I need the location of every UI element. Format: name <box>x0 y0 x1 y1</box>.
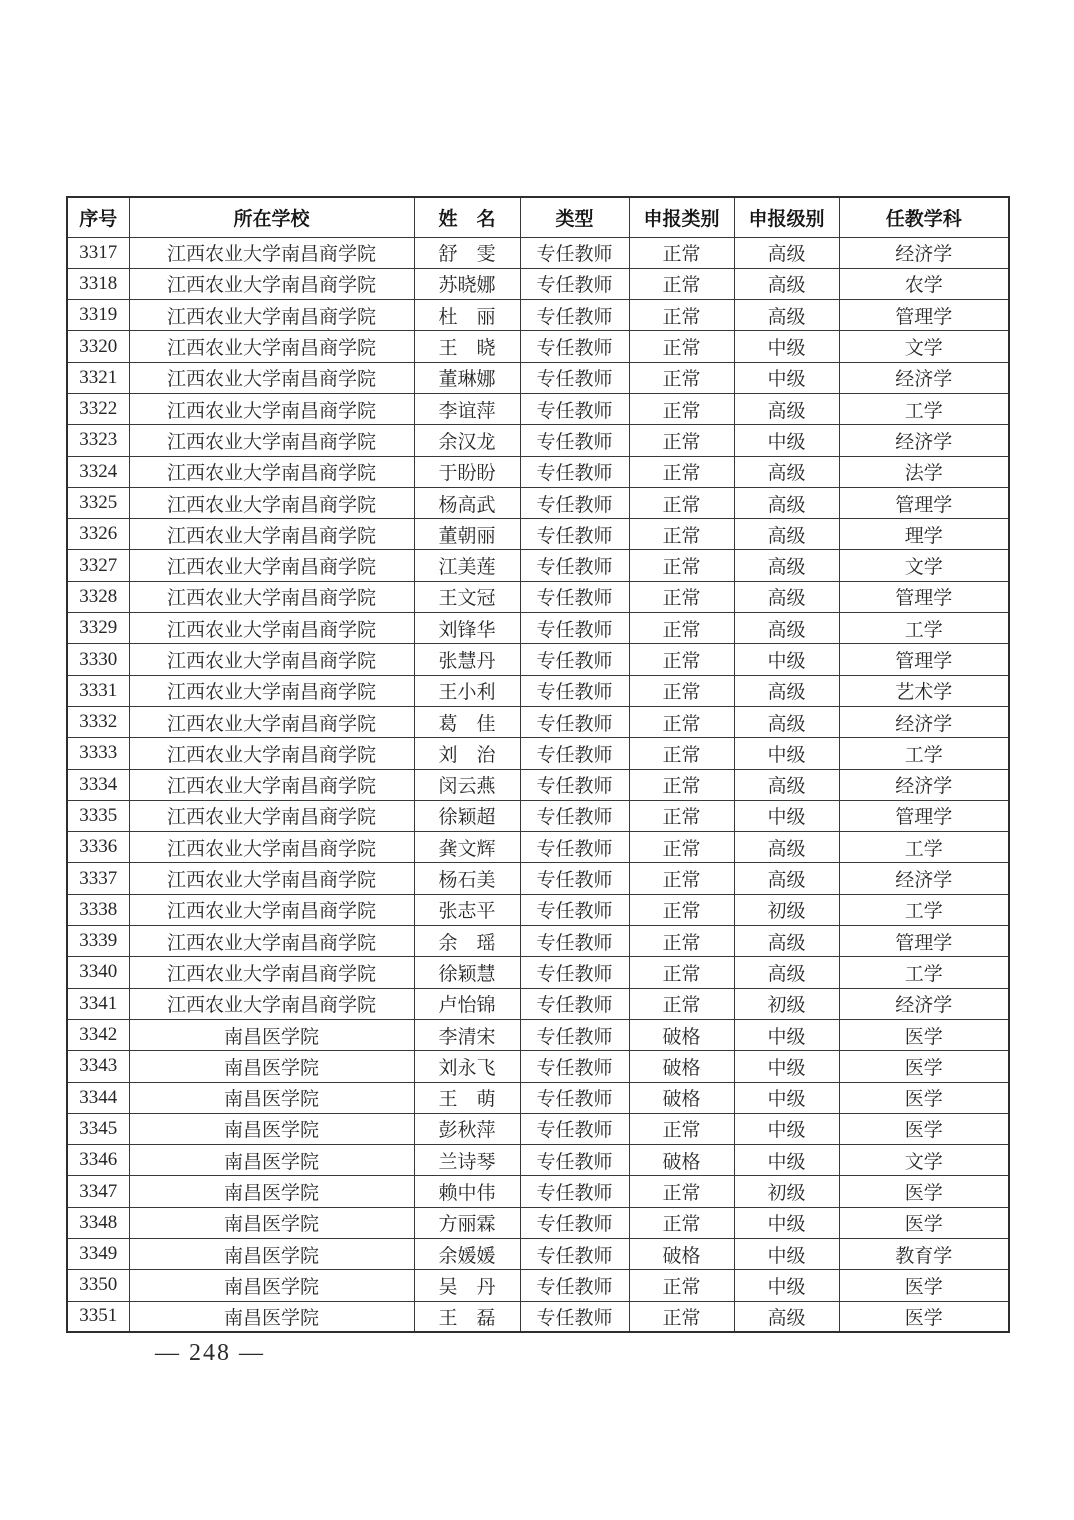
cell-level: 中级 <box>734 1082 839 1113</box>
cell-level: 高级 <box>734 456 839 487</box>
table-row <box>67 331 1009 362</box>
cell-subject: 经济学 <box>839 988 1009 1019</box>
cell-type: 专任教师 <box>520 894 629 925</box>
cell-seq: 3332 <box>67 706 129 737</box>
cell-level: 高级 <box>734 519 839 550</box>
cell-subject: 理学 <box>839 519 1009 550</box>
cell-name: 杨高武 <box>414 487 520 518</box>
cell-subject: 医学 <box>839 1207 1009 1238</box>
cell-type: 专任教师 <box>520 675 629 706</box>
cell-seq: 3350 <box>67 1270 129 1301</box>
cell-school: 江西农业大学南昌商学院 <box>129 863 414 894</box>
cell-seq: 3341 <box>67 988 129 1019</box>
cell-subject: 医学 <box>839 1113 1009 1144</box>
cell-name: 王小利 <box>414 675 520 706</box>
cell-name: 彭秋萍 <box>414 1113 520 1144</box>
cell-seq: 3318 <box>67 268 129 299</box>
cell-type: 专任教师 <box>520 237 629 268</box>
cell-seq: 3328 <box>67 581 129 612</box>
cell-category: 破格 <box>629 1145 734 1176</box>
cell-seq: 3339 <box>67 926 129 957</box>
table-row <box>67 519 1009 550</box>
cell-level: 高级 <box>734 926 839 957</box>
cell-name: 吴 丹 <box>414 1270 520 1301</box>
cell-school: 南昌医学院 <box>129 1301 414 1332</box>
cell-type: 专任教师 <box>520 1270 629 1301</box>
cell-seq: 3321 <box>67 362 129 393</box>
cell-subject: 文学 <box>839 331 1009 362</box>
cell-subject: 管理学 <box>839 926 1009 957</box>
cell-type: 专任教师 <box>520 1301 629 1332</box>
table-row <box>67 362 1009 393</box>
table-row <box>67 581 1009 612</box>
column-header-type: 类型 <box>520 197 629 237</box>
cell-subject: 经济学 <box>839 706 1009 737</box>
cell-category: 正常 <box>629 926 734 957</box>
cell-subject: 管理学 <box>839 800 1009 831</box>
cell-name: 王文冠 <box>414 581 520 612</box>
table-row <box>67 1301 1009 1332</box>
cell-category: 正常 <box>629 519 734 550</box>
cell-category: 正常 <box>629 832 734 863</box>
cell-name: 杨石美 <box>414 863 520 894</box>
cell-type: 专任教师 <box>520 769 629 800</box>
cell-level: 高级 <box>734 268 839 299</box>
cell-type: 专任教师 <box>520 268 629 299</box>
cell-category: 正常 <box>629 393 734 424</box>
cell-type: 专任教师 <box>520 425 629 456</box>
cell-name: 兰诗琴 <box>414 1145 520 1176</box>
cell-seq: 3349 <box>67 1239 129 1270</box>
cell-school: 江西农业大学南昌商学院 <box>129 331 414 362</box>
cell-name: 卢怡锦 <box>414 988 520 1019</box>
cell-type: 专任教师 <box>520 738 629 769</box>
cell-level: 初级 <box>734 1176 839 1207</box>
cell-subject: 管理学 <box>839 300 1009 331</box>
cell-type: 专任教师 <box>520 1207 629 1238</box>
cell-name: 刘 治 <box>414 738 520 769</box>
cell-category: 正常 <box>629 675 734 706</box>
column-header-name: 姓 名 <box>414 197 520 237</box>
cell-level: 高级 <box>734 613 839 644</box>
table-row <box>67 1176 1009 1207</box>
cell-subject: 农学 <box>839 268 1009 299</box>
cell-school: 江西农业大学南昌商学院 <box>129 487 414 518</box>
cell-level: 中级 <box>734 800 839 831</box>
cell-type: 专任教师 <box>520 832 629 863</box>
cell-school: 江西农业大学南昌商学院 <box>129 300 414 331</box>
cell-seq: 3343 <box>67 1051 129 1082</box>
cell-school: 江西农业大学南昌商学院 <box>129 894 414 925</box>
table-row <box>67 988 1009 1019</box>
cell-seq: 3348 <box>67 1207 129 1238</box>
cell-school: 南昌医学院 <box>129 1207 414 1238</box>
cell-level: 高级 <box>734 706 839 737</box>
cell-seq: 3327 <box>67 550 129 581</box>
cell-category: 正常 <box>629 988 734 1019</box>
cell-subject: 经济学 <box>839 863 1009 894</box>
cell-level: 高级 <box>734 550 839 581</box>
cell-school: 江西农业大学南昌商学院 <box>129 988 414 1019</box>
cell-subject: 管理学 <box>839 487 1009 518</box>
cell-subject: 工学 <box>839 894 1009 925</box>
cell-category: 正常 <box>629 300 734 331</box>
cell-type: 专任教师 <box>520 926 629 957</box>
cell-school: 南昌医学院 <box>129 1019 414 1050</box>
cell-level: 中级 <box>734 1270 839 1301</box>
cell-subject: 工学 <box>839 393 1009 424</box>
cell-category: 正常 <box>629 362 734 393</box>
cell-level: 中级 <box>734 1113 839 1144</box>
table-row <box>67 237 1009 268</box>
cell-seq: 3324 <box>67 456 129 487</box>
table-row <box>67 894 1009 925</box>
cell-school: 南昌医学院 <box>129 1239 414 1270</box>
cell-name: 葛 佳 <box>414 706 520 737</box>
cell-seq: 3344 <box>67 1082 129 1113</box>
cell-name: 苏晓娜 <box>414 268 520 299</box>
cell-name: 王 磊 <box>414 1301 520 1332</box>
cell-category: 正常 <box>629 706 734 737</box>
table-row <box>67 800 1009 831</box>
cell-type: 专任教师 <box>520 362 629 393</box>
table-body <box>67 237 1009 1332</box>
cell-level: 中级 <box>734 644 839 675</box>
cell-category: 正常 <box>629 1176 734 1207</box>
cell-category: 正常 <box>629 550 734 581</box>
cell-type: 专任教师 <box>520 300 629 331</box>
cell-type: 专任教师 <box>520 393 629 424</box>
page-number: — 248 — <box>155 1340 265 1366</box>
column-header-school: 所在学校 <box>129 197 414 237</box>
cell-seq: 3345 <box>67 1113 129 1144</box>
table-row <box>67 1019 1009 1050</box>
cell-name: 王 晓 <box>414 331 520 362</box>
cell-seq: 3323 <box>67 425 129 456</box>
column-header-subject: 任教学科 <box>839 197 1009 237</box>
cell-level: 高级 <box>734 393 839 424</box>
cell-name: 闵云燕 <box>414 769 520 800</box>
cell-category: 正常 <box>629 1207 734 1238</box>
cell-category: 正常 <box>629 425 734 456</box>
cell-name: 刘锋华 <box>414 613 520 644</box>
cell-seq: 3322 <box>67 393 129 424</box>
cell-type: 专任教师 <box>520 487 629 518</box>
cell-type: 专任教师 <box>520 863 629 894</box>
cell-seq: 3319 <box>67 300 129 331</box>
cell-level: 高级 <box>734 863 839 894</box>
cell-level: 高级 <box>734 675 839 706</box>
cell-name: 舒 雯 <box>414 237 520 268</box>
table-row <box>67 706 1009 737</box>
cell-category: 正常 <box>629 613 734 644</box>
cell-category: 正常 <box>629 1270 734 1301</box>
cell-school: 江西农业大学南昌商学院 <box>129 832 414 863</box>
cell-name: 张志平 <box>414 894 520 925</box>
cell-type: 专任教师 <box>520 644 629 675</box>
cell-subject: 经济学 <box>839 769 1009 800</box>
cell-category: 正常 <box>629 1301 734 1332</box>
cell-category: 正常 <box>629 800 734 831</box>
cell-subject: 医学 <box>839 1051 1009 1082</box>
cell-subject: 教育学 <box>839 1239 1009 1270</box>
cell-seq: 3325 <box>67 487 129 518</box>
cell-category: 正常 <box>629 456 734 487</box>
cell-subject: 工学 <box>839 738 1009 769</box>
cell-seq: 3347 <box>67 1176 129 1207</box>
cell-type: 专任教师 <box>520 1145 629 1176</box>
cell-level: 中级 <box>734 738 839 769</box>
cell-level: 高级 <box>734 957 839 988</box>
cell-level: 高级 <box>734 1301 839 1332</box>
column-header-category: 申报类别 <box>629 197 734 237</box>
cell-name: 李谊萍 <box>414 393 520 424</box>
cell-category: 破格 <box>629 1239 734 1270</box>
table-row <box>67 1082 1009 1113</box>
table-row <box>67 300 1009 331</box>
cell-level: 中级 <box>734 362 839 393</box>
table-row <box>67 1239 1009 1270</box>
cell-level: 高级 <box>734 237 839 268</box>
column-header-level: 申报级别 <box>734 197 839 237</box>
cell-seq: 3351 <box>67 1301 129 1332</box>
cell-level: 中级 <box>734 1145 839 1176</box>
cell-subject: 医学 <box>839 1019 1009 1050</box>
cell-type: 专任教师 <box>520 800 629 831</box>
cell-seq: 3346 <box>67 1145 129 1176</box>
cell-subject: 法学 <box>839 456 1009 487</box>
cell-name: 余汉龙 <box>414 425 520 456</box>
table-row <box>67 832 1009 863</box>
cell-category: 正常 <box>629 738 734 769</box>
cell-seq: 3337 <box>67 863 129 894</box>
cell-category: 正常 <box>629 487 734 518</box>
cell-school: 南昌医学院 <box>129 1176 414 1207</box>
cell-level: 中级 <box>734 1239 839 1270</box>
cell-seq: 3340 <box>67 957 129 988</box>
cell-type: 专任教师 <box>520 988 629 1019</box>
table-row <box>67 769 1009 800</box>
cell-subject: 工学 <box>839 957 1009 988</box>
cell-name: 李清宋 <box>414 1019 520 1050</box>
table-row <box>67 926 1009 957</box>
cell-type: 专任教师 <box>520 1239 629 1270</box>
cell-subject: 工学 <box>839 613 1009 644</box>
cell-subject: 管理学 <box>839 644 1009 675</box>
cell-category: 正常 <box>629 957 734 988</box>
table-row <box>67 613 1009 644</box>
cell-category: 正常 <box>629 268 734 299</box>
teachers-table <box>66 196 1010 1333</box>
cell-type: 专任教师 <box>520 581 629 612</box>
table-row <box>67 1145 1009 1176</box>
cell-level: 高级 <box>734 581 839 612</box>
cell-seq: 3333 <box>67 738 129 769</box>
table-row <box>67 425 1009 456</box>
cell-type: 专任教师 <box>520 519 629 550</box>
cell-school: 南昌医学院 <box>129 1113 414 1144</box>
cell-type: 专任教师 <box>520 550 629 581</box>
cell-school: 南昌医学院 <box>129 1051 414 1082</box>
cell-level: 中级 <box>734 1051 839 1082</box>
cell-level: 初级 <box>734 894 839 925</box>
cell-name: 余 瑶 <box>414 926 520 957</box>
cell-type: 专任教师 <box>520 456 629 487</box>
cell-name: 方丽霖 <box>414 1207 520 1238</box>
cell-level: 高级 <box>734 487 839 518</box>
table-row <box>67 268 1009 299</box>
cell-subject: 经济学 <box>839 425 1009 456</box>
cell-type: 专任教师 <box>520 613 629 644</box>
cell-seq: 3329 <box>67 613 129 644</box>
cell-category: 正常 <box>629 894 734 925</box>
cell-school: 江西农业大学南昌商学院 <box>129 926 414 957</box>
cell-name: 张慧丹 <box>414 644 520 675</box>
cell-category: 破格 <box>629 1019 734 1050</box>
cell-school: 江西农业大学南昌商学院 <box>129 581 414 612</box>
cell-name: 江美莲 <box>414 550 520 581</box>
cell-level: 高级 <box>734 769 839 800</box>
cell-level: 初级 <box>734 988 839 1019</box>
cell-subject: 医学 <box>839 1301 1009 1332</box>
cell-subject: 艺术学 <box>839 675 1009 706</box>
table-header-row <box>67 197 1009 237</box>
cell-category: 正常 <box>629 1113 734 1144</box>
cell-school: 江西农业大学南昌商学院 <box>129 706 414 737</box>
cell-seq: 3336 <box>67 832 129 863</box>
cell-name: 刘永飞 <box>414 1051 520 1082</box>
cell-category: 正常 <box>629 863 734 894</box>
cell-seq: 3338 <box>67 894 129 925</box>
cell-level: 中级 <box>734 1207 839 1238</box>
cell-school: 江西农业大学南昌商学院 <box>129 800 414 831</box>
cell-school: 江西农业大学南昌商学院 <box>129 519 414 550</box>
cell-level: 中级 <box>734 1019 839 1050</box>
table-row <box>67 487 1009 518</box>
cell-school: 南昌医学院 <box>129 1082 414 1113</box>
cell-name: 董琳娜 <box>414 362 520 393</box>
table-row <box>67 863 1009 894</box>
cell-category: 正常 <box>629 581 734 612</box>
cell-name: 赖中伟 <box>414 1176 520 1207</box>
cell-seq: 3335 <box>67 800 129 831</box>
cell-name: 余媛媛 <box>414 1239 520 1270</box>
cell-type: 专任教师 <box>520 1176 629 1207</box>
cell-name: 董朝丽 <box>414 519 520 550</box>
cell-category: 正常 <box>629 331 734 362</box>
cell-school: 江西农业大学南昌商学院 <box>129 675 414 706</box>
table-row <box>67 738 1009 769</box>
cell-subject: 医学 <box>839 1082 1009 1113</box>
cell-school: 江西农业大学南昌商学院 <box>129 425 414 456</box>
cell-level: 高级 <box>734 832 839 863</box>
cell-level: 中级 <box>734 425 839 456</box>
cell-seq: 3326 <box>67 519 129 550</box>
column-header-seq: 序号 <box>67 197 129 237</box>
cell-school: 江西农业大学南昌商学院 <box>129 644 414 675</box>
cell-name: 徐颖超 <box>414 800 520 831</box>
cell-type: 专任教师 <box>520 331 629 362</box>
cell-category: 正常 <box>629 237 734 268</box>
cell-school: 江西农业大学南昌商学院 <box>129 957 414 988</box>
cell-name: 徐颖慧 <box>414 957 520 988</box>
cell-subject: 文学 <box>839 550 1009 581</box>
cell-seq: 3342 <box>67 1019 129 1050</box>
table-row <box>67 456 1009 487</box>
cell-seq: 3331 <box>67 675 129 706</box>
cell-school: 江西农业大学南昌商学院 <box>129 393 414 424</box>
cell-type: 专任教师 <box>520 1082 629 1113</box>
cell-type: 专任教师 <box>520 706 629 737</box>
cell-school: 江西农业大学南昌商学院 <box>129 550 414 581</box>
table-row <box>67 1051 1009 1082</box>
table-row <box>67 644 1009 675</box>
table-row <box>67 675 1009 706</box>
table-row <box>67 1207 1009 1238</box>
cell-school: 南昌医学院 <box>129 1145 414 1176</box>
cell-school: 江西农业大学南昌商学院 <box>129 613 414 644</box>
cell-seq: 3317 <box>67 237 129 268</box>
cell-level: 高级 <box>734 300 839 331</box>
cell-type: 专任教师 <box>520 1113 629 1144</box>
cell-name: 于盼盼 <box>414 456 520 487</box>
table-row <box>67 393 1009 424</box>
cell-type: 专任教师 <box>520 1019 629 1050</box>
cell-subject: 医学 <box>839 1176 1009 1207</box>
cell-name: 龚文辉 <box>414 832 520 863</box>
cell-seq: 3320 <box>67 331 129 362</box>
cell-school: 江西农业大学南昌商学院 <box>129 268 414 299</box>
table-row <box>67 1270 1009 1301</box>
cell-school: 江西农业大学南昌商学院 <box>129 362 414 393</box>
table-row <box>67 550 1009 581</box>
cell-school: 南昌医学院 <box>129 1270 414 1301</box>
cell-school: 江西农业大学南昌商学院 <box>129 456 414 487</box>
cell-category: 正常 <box>629 644 734 675</box>
cell-subject: 经济学 <box>839 362 1009 393</box>
cell-subject: 文学 <box>839 1145 1009 1176</box>
cell-subject: 管理学 <box>839 581 1009 612</box>
cell-type: 专任教师 <box>520 957 629 988</box>
cell-seq: 3330 <box>67 644 129 675</box>
cell-school: 江西农业大学南昌商学院 <box>129 738 414 769</box>
cell-school: 江西农业大学南昌商学院 <box>129 237 414 268</box>
cell-name: 杜 丽 <box>414 300 520 331</box>
cell-level: 中级 <box>734 331 839 362</box>
cell-subject: 工学 <box>839 832 1009 863</box>
table-row <box>67 1113 1009 1144</box>
cell-type: 专任教师 <box>520 1051 629 1082</box>
cell-school: 江西农业大学南昌商学院 <box>129 769 414 800</box>
table-row <box>67 957 1009 988</box>
cell-subject: 医学 <box>839 1270 1009 1301</box>
cell-seq: 3334 <box>67 769 129 800</box>
cell-category: 破格 <box>629 1051 734 1082</box>
cell-category: 破格 <box>629 1082 734 1113</box>
cell-subject: 经济学 <box>839 237 1009 268</box>
cell-name: 王 萌 <box>414 1082 520 1113</box>
cell-category: 正常 <box>629 769 734 800</box>
